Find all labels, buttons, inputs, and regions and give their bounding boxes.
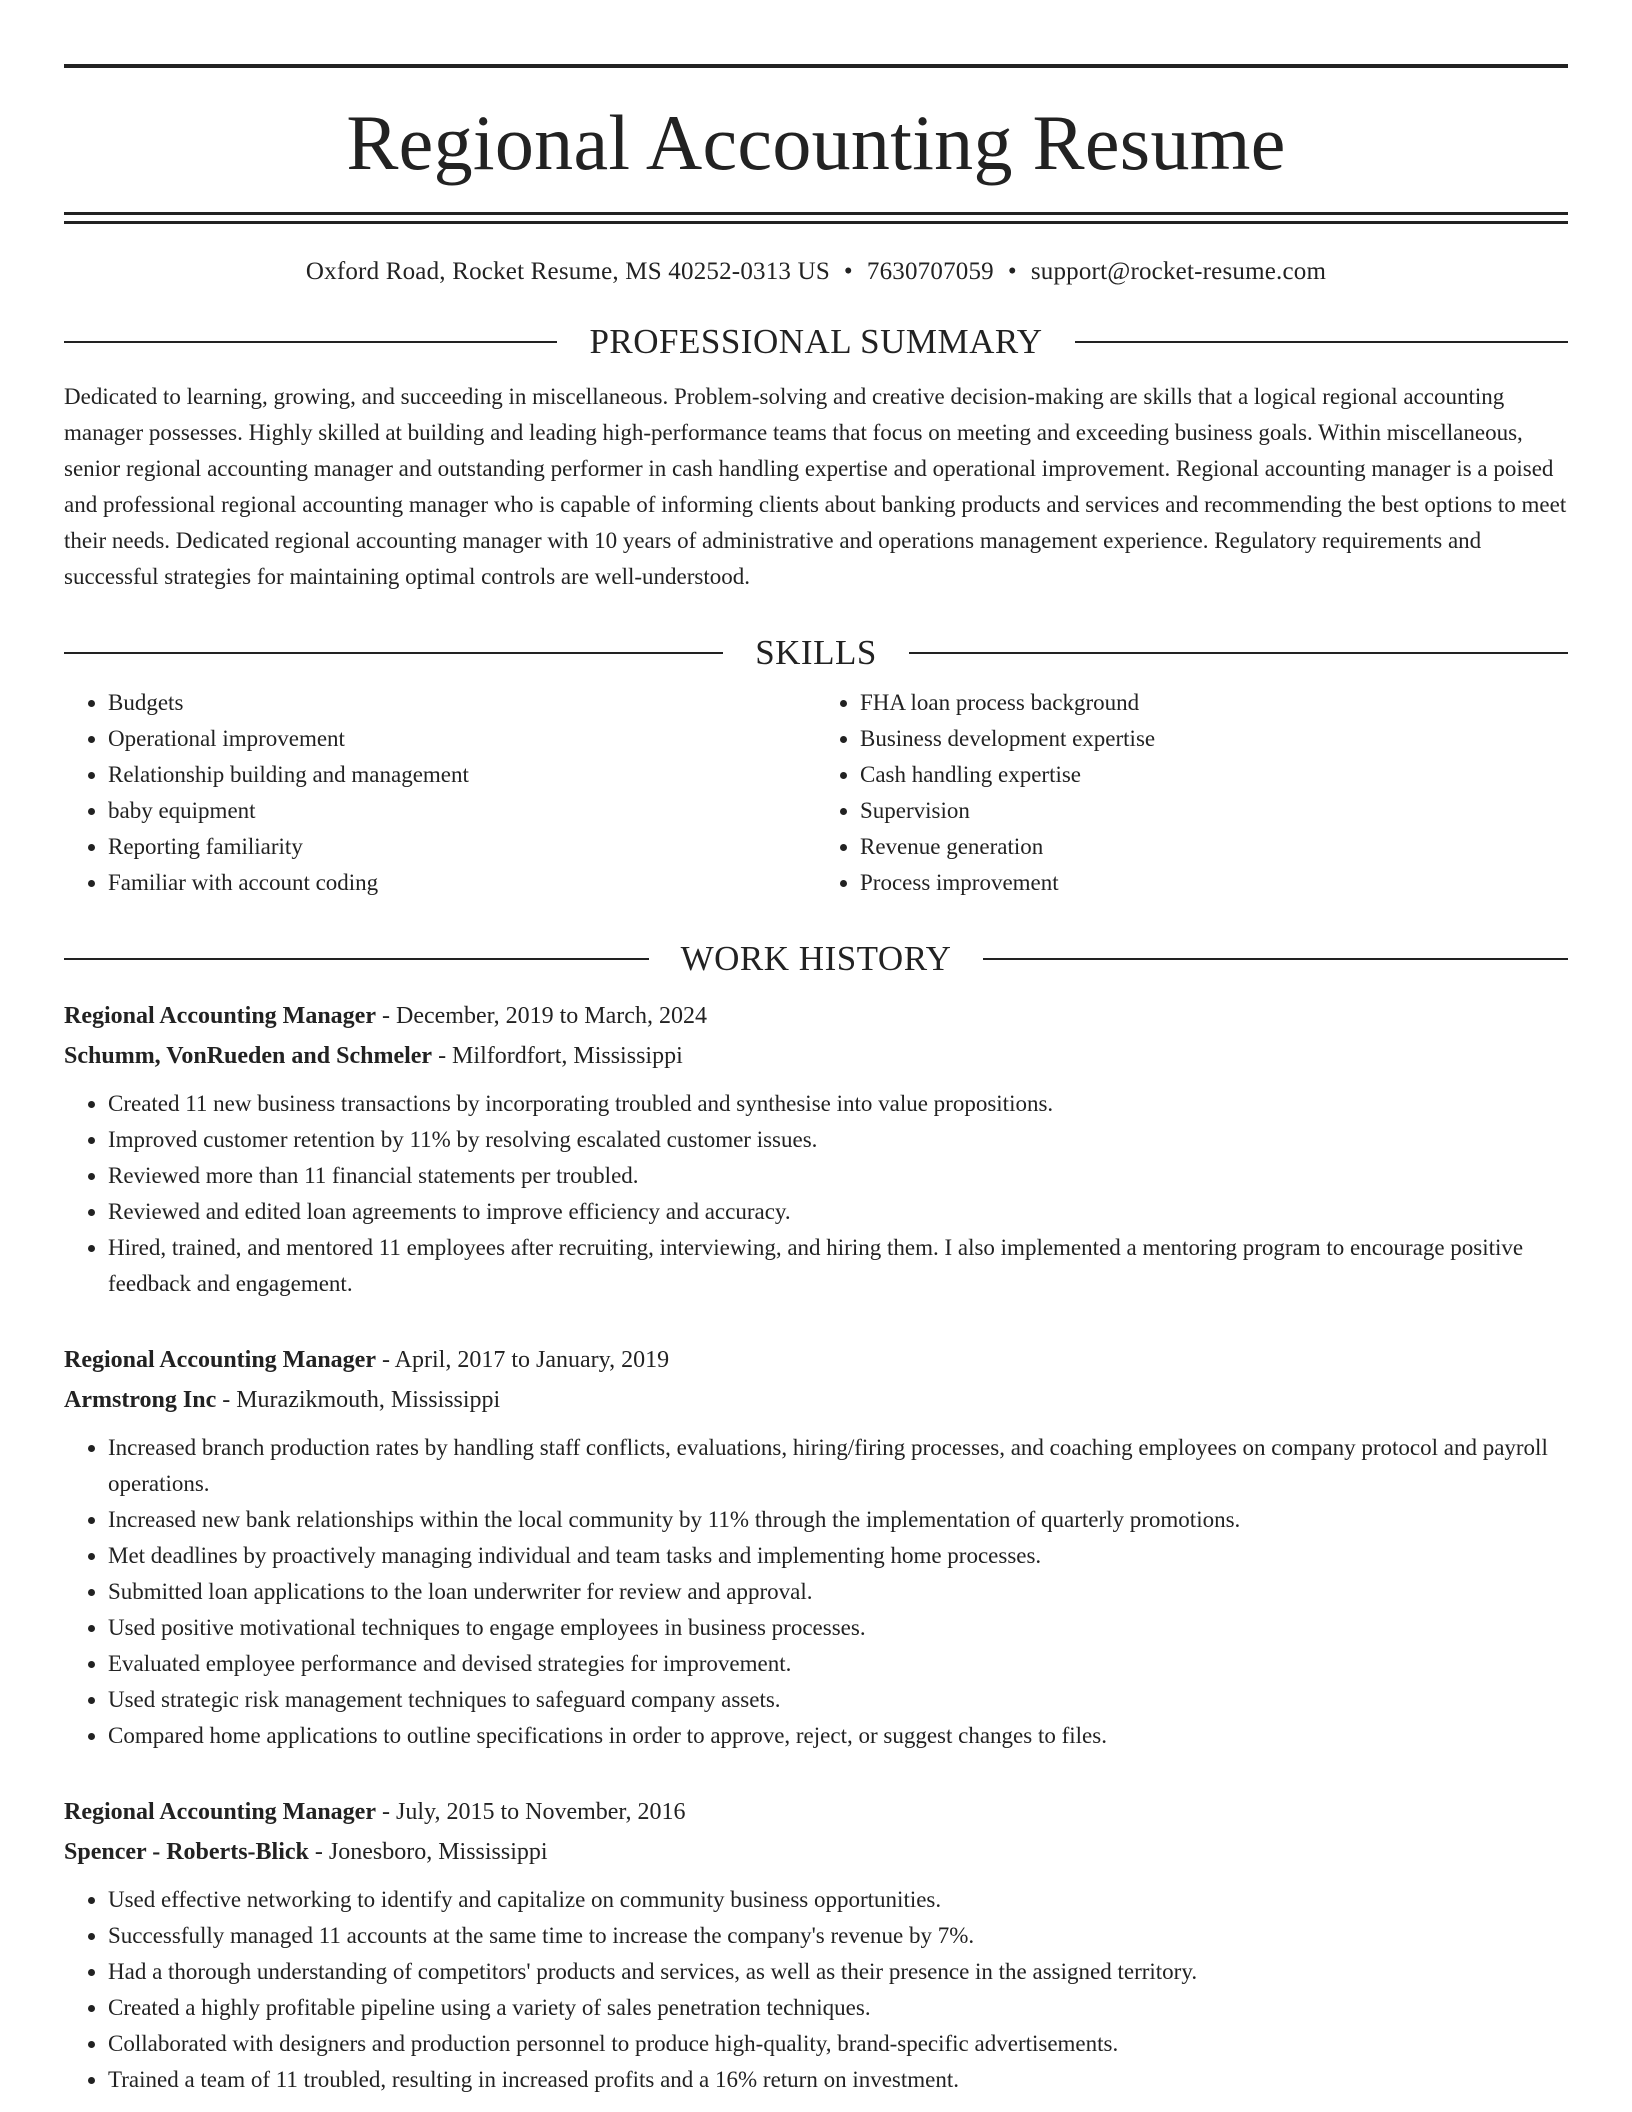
job-bullet: • Had a thorough understanding of competitors' products and services, as well as their presence in the assigned territory.	[108, 1954, 1568, 1990]
job-bullet: • Used positive motivational techniques to engage employees in business processes.	[108, 1610, 1568, 1646]
job-bullets	[64, 1882, 1568, 2098]
skills-column-left	[64, 685, 816, 901]
skill-item: • FHA loan process background	[860, 685, 1568, 721]
title-double-rule	[64, 212, 1568, 224]
job-bullet: • Used strategic risk management techniques to safeguard company assets.	[108, 1682, 1568, 1718]
job-bullets	[64, 1430, 1568, 1754]
skill-item: • Operational improvement	[108, 721, 816, 757]
job-location: - Milfordfort, Mississippi	[432, 1043, 683, 1069]
skills-heading: SKILLS	[755, 633, 877, 672]
job-title: Regional Accounting Manager	[64, 1003, 376, 1029]
contact-line	[64, 259, 1568, 284]
skill-item: • Business development expertise	[860, 721, 1568, 757]
job-title-line	[64, 1340, 1568, 1380]
job-title: Regional Accounting Manager	[64, 1347, 376, 1373]
job-bullet: • Improved customer retention by 11% by resolving escalated customer issues.	[108, 1122, 1568, 1158]
skill-item: • Budgets	[108, 685, 816, 721]
contact-address: Oxford Road, Rocket Resume, MS 40252-0313 US	[305, 258, 830, 285]
job-bullet: • Compared home applications to outline specifications in order to approve, reject, or suggest changes to files.	[108, 1718, 1568, 1754]
skill-item: • Revenue generation	[860, 829, 1568, 865]
resume-page	[64, 64, 1568, 2098]
job-bullet: • Created a highly profitable pipeline using a variety of sales penetration techniques.	[108, 1990, 1568, 2026]
heading-rule-right	[1075, 341, 1568, 343]
job-location: - Murazikmouth, Mississippi	[216, 1387, 501, 1413]
job-bullet: • Created 11 new business transactions by incorporating troubled and synthesise into value propositions.	[108, 1086, 1568, 1122]
job-entry	[64, 996, 1568, 1302]
job-bullet: • Trained a team of 11 troubled, resulting in increased profits and a 16% return on investment.	[108, 2062, 1568, 2098]
job-company-line	[64, 1832, 1568, 1872]
job-company: Spencer - Roberts-Blick	[64, 1839, 309, 1865]
job-bullet: • Reviewed more than 11 financial statements per troubled.	[108, 1158, 1568, 1194]
job-company-line	[64, 1380, 1568, 1420]
skills-column-right	[816, 685, 1568, 901]
work-heading: WORK HISTORY	[680, 939, 952, 978]
contact-phone: 7630707059	[866, 258, 994, 285]
job-title-line	[64, 996, 1568, 1036]
job-entry	[64, 1340, 1568, 1754]
job-dates: - April, 2017 to January, 2019	[376, 1347, 670, 1373]
work-section-heading	[64, 941, 1568, 976]
job-bullet: • Used effective networking to identify and capitalize on community business opportunities.	[108, 1882, 1568, 1918]
skills-list	[64, 685, 1568, 901]
summary-text: Dedicated to learning, growing, and succeeding in miscellaneous. Problem-solving and creative decision-making are skills that a logical regional accounting manager possesses. Highly skilled at building and leading high-performance teams that focus on meeting and exceeding business goals. Within miscellaneous, senior regional accounting manager and outstanding performer in cash handling expertise and operational improvement. Regional accounting manager is a poised and professional regional accounting manager who is capable of informing clients about banking products and services and recommending the best options to meet their needs. Dedicated regional accounting manager with 10 years of administrative and operations management experience. Regulatory requirements and successful strategies for maintaining optimal controls are well-understood.	[64, 384, 1567, 589]
contact-separator: •	[1007, 258, 1017, 285]
top-rule	[64, 64, 1568, 68]
job-bullet: • Met deadlines by proactively managing individual and team tasks and implementing home processes.	[108, 1538, 1568, 1574]
job-company-line	[64, 1036, 1568, 1076]
skill-item: • Familiar with account coding	[108, 865, 816, 901]
heading-rule-left	[64, 958, 649, 960]
skill-item: • Supervision	[860, 793, 1568, 829]
skill-item: • Reporting familiarity	[108, 829, 816, 865]
contact-email[interactable]: support@rocket-resume.com	[1030, 258, 1327, 285]
contact-separator: •	[843, 258, 853, 285]
skill-item: • Process improvement	[860, 865, 1568, 901]
job-bullet: • Collaborated with designers and production personnel to produce high-quality, brand-specific advertisements.	[108, 2026, 1568, 2062]
job-entry	[64, 1792, 1568, 2098]
job-bullet: • Submitted loan applications to the loan underwriter for review and approval.	[108, 1574, 1568, 1610]
job-dates: - July, 2015 to November, 2016	[376, 1799, 686, 1825]
job-bullet: • Evaluated employee performance and devised strategies for improvement.	[108, 1646, 1568, 1682]
job-bullet: • Increased branch production rates by handling staff conflicts, evaluations, hiring/firing processes, and coaching employees on company protocol and payroll operations.	[108, 1430, 1568, 1502]
job-title: Regional Accounting Manager	[64, 1799, 376, 1825]
job-location: - Jonesboro, Mississippi	[308, 1839, 548, 1865]
skill-item: • baby equipment	[108, 793, 816, 829]
skill-item: • Cash handling expertise	[860, 757, 1568, 793]
job-bullet: • Hired, trained, and mentored 11 employees after recruiting, interviewing, and hiring them. I also implemented a mentoring program to encourage positive feedback and engagement.	[108, 1230, 1568, 1302]
job-bullet: • Successfully managed 11 accounts at the same time to increase the company's revenue by 7%.	[108, 1918, 1568, 1954]
job-title-line	[64, 1792, 1568, 1832]
job-bullets	[64, 1086, 1568, 1302]
heading-rule-left	[64, 341, 557, 343]
job-bullet: • Reviewed and edited loan agreements to improve efficiency and accuracy.	[108, 1194, 1568, 1230]
job-dates: - December, 2019 to March, 2024	[376, 1003, 707, 1029]
job-company: Schumm, VonRueden and Schmeler	[64, 1043, 433, 1069]
heading-rule-right	[909, 652, 1568, 654]
summary-section-heading	[64, 324, 1568, 359]
summary-heading: PROFESSIONAL SUMMARY	[589, 322, 1043, 361]
job-company: Armstrong Inc	[64, 1387, 217, 1413]
heading-rule-right	[983, 958, 1568, 960]
resume-title: Regional Accounting Resume	[346, 99, 1286, 186]
heading-rule-left	[64, 652, 723, 654]
skill-item: • Relationship building and management	[108, 757, 816, 793]
skills-section-heading	[64, 635, 1568, 670]
job-bullet: • Increased new bank relationships within the local community by 11% through the implementation of quarterly promotions.	[108, 1502, 1568, 1538]
